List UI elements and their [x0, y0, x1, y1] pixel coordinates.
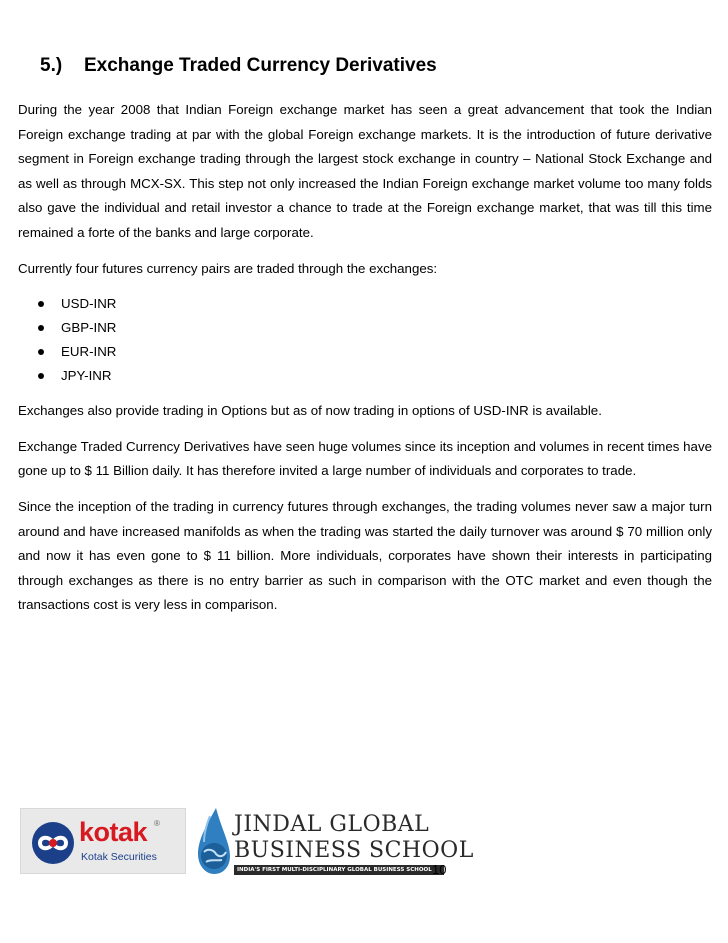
section-number: 5.) — [40, 55, 63, 76]
jindal-name-line1: JINDAL GLOBAL — [234, 812, 430, 837]
jindal-logo — [192, 806, 474, 878]
jindal-name-line2: BUSINESS SCHOOL — [234, 838, 474, 863]
paragraph-volumes: Exchange Traded Currency Derivatives have seen huge volumes since its inception and volumes in recent times have gone up to $ 11 Billion daily. It has therefore invited a large number of individuals and corporates to trade. — [18, 438, 712, 479]
kotak-subtitle: Kotak Securities — [81, 851, 157, 863]
bullet-icon — [38, 301, 44, 307]
kotak-infinity-icon — [31, 821, 75, 865]
section-title: Exchange Traded Currency Derivatives — [84, 55, 437, 76]
paragraph-pairs-intro: Currently four futures currency pairs are traded through the exchanges: — [18, 260, 438, 276]
bullet-icon — [38, 349, 44, 355]
list-item: GBP-INR — [38, 316, 712, 340]
body-text — [18, 98, 712, 629]
kotak-wordmark: kotak — [79, 817, 148, 847]
list-item: JPY-INR — [38, 364, 712, 388]
registered-mark: ® — [154, 819, 160, 828]
currency-pair-list — [18, 292, 712, 388]
paragraph-intro: During the year 2008 that Indian Foreign exchange market has seen a great advancement that took the Indian Foreign exchange trading at par with the global Foreign exchange markets. It is the introduction of future derivative segment in Foreign exchange trading through the largest stock exchange in country – National Stock Exchange and as well as through MCX-SX. This step not only increased the Indian Foreign exchange market volume too many folds also gave the individual and retail investor a chance to trade at the Foreign exchange market, that was till this time remained a forte of the banks and large corporate. — [18, 102, 712, 240]
jindal-globe-icon — [192, 806, 232, 878]
page-number: 10 — [432, 862, 447, 877]
footer-logos — [20, 806, 474, 886]
paragraph-options: Exchanges also provide trading in Options but as of now trading in options of USD-INR is available. — [18, 403, 602, 419]
paragraph-inception: Since the inception of the trading in currency futures through exchanges, the trading volumes never saw a major turn around and have increased manifolds as when the trading was started the daily turnover was around $ 70 million only and now it has even gone to $ 11 billion. More individuals, corporates have shown their interests in participating through exchanges as there is no entry barrier as such in comparison with the OTC market and even though the transactions cost is very less in comparison. — [18, 498, 712, 613]
jindal-tagline: INDIA'S FIRST MULTI-DISCIPLINARY GLOBAL BUSINESS SCHOOL — [234, 865, 444, 875]
section-heading — [40, 55, 437, 77]
bullet-icon — [38, 373, 44, 379]
bullet-icon — [38, 325, 44, 331]
kotak-logo — [20, 808, 186, 874]
list-item: EUR-INR — [38, 340, 712, 364]
list-item: USD-INR — [38, 292, 712, 316]
